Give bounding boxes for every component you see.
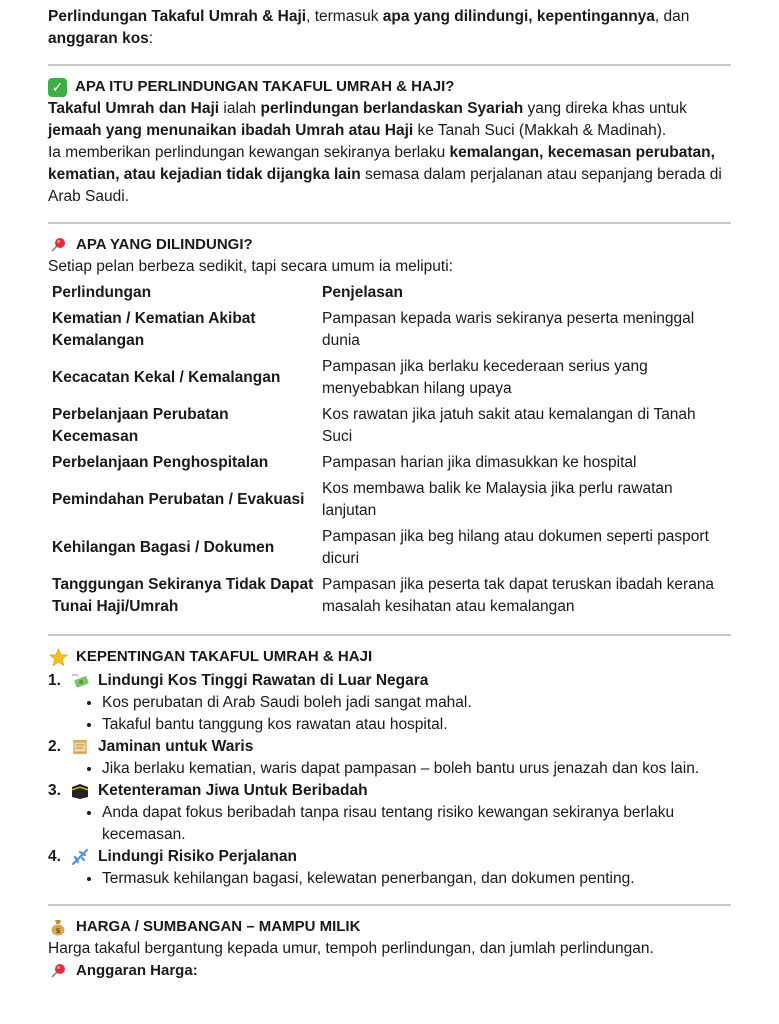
scroll-icon <box>70 737 90 757</box>
heading-text: KEPENTINGAN TAKAFUL UMRAH & HAJI <box>76 648 373 665</box>
text: ialah <box>219 100 261 117</box>
table-cell: Perbelanjaan Penghospitalan <box>52 454 269 471</box>
star-icon <box>48 647 68 667</box>
bold-text: perlindungan berlandaskan Syariah <box>260 100 524 117</box>
table-cell: Pampasan jika peserta tak dapat teruskan ibadah kerana masalah kesihatan atau kemalangan <box>322 576 715 615</box>
table-cell: Kos rawatan jika jatuh sakit atau kemalangan di Tanah Suci <box>322 406 696 445</box>
pushpin-icon <box>48 235 68 255</box>
airplane-icon <box>70 847 90 867</box>
table-cell: Kehilangan Bagasi / Dokumen <box>52 539 275 556</box>
table-row <box>48 354 731 402</box>
table-row <box>48 572 731 620</box>
divider <box>48 64 731 66</box>
money-with-wings-icon <box>70 671 90 691</box>
heading-text: APA ITU PERLINDUNGAN TAKAFUL UMRAH & HAJI? <box>75 78 455 95</box>
list-number: 2. <box>48 738 61 755</box>
divider <box>48 904 731 906</box>
list-number: 1. <box>48 672 61 689</box>
list-number: 4. <box>48 848 61 865</box>
subheading-price-estimate <box>48 960 731 982</box>
heading-text: HARGA / SUMBANGAN – MAMPU MILIK <box>76 918 361 935</box>
divider <box>48 634 731 636</box>
table-cell: Perbelanjaan Perubatan Kecemasan <box>52 406 229 445</box>
table-row <box>48 450 731 476</box>
pushpin-icon <box>48 961 68 981</box>
bullet-item: • Kos perubatan di Arab Saudi boleh jadi sangat mahal. <box>102 692 731 714</box>
table-row <box>48 402 731 450</box>
bullet-item: • Anda dapat fokus beribadah tanpa risau tentang risiko kewangan sekiranya berlaku kecemasan. <box>102 802 731 846</box>
heading-coverage <box>48 234 731 256</box>
column-header: Penjelasan <box>322 284 403 301</box>
column-header: Perlindungan <box>52 284 152 301</box>
table-row <box>48 476 731 524</box>
divider <box>48 222 731 224</box>
what-is-paragraph <box>48 98 731 208</box>
bullet-item: • Jika berlaku kematian, waris dapat pampasan – boleh bantu urus jenazah dan kos lain. <box>102 758 731 780</box>
table-cell: Kos membawa balik ke Malaysia jika perlu rawatan lanjutan <box>322 480 673 519</box>
text: Ia memberikan perlindungan kewangan sekiranya berlaku <box>48 144 450 161</box>
intro-bold-title: Perlindungan Takaful Umrah & Haji <box>48 8 307 25</box>
list-item <box>48 736 731 780</box>
list-item <box>48 670 731 736</box>
list-item-title: Ketenteraman Jiwa Untuk Beribadah <box>98 782 368 799</box>
table-cell: Tanggungan Sekiranya Tidak Dapat Tunai Haji/Umrah <box>52 576 314 615</box>
svg-text:$: $ <box>55 927 61 935</box>
intro-text: , dan <box>654 8 690 25</box>
heading-price <box>48 916 731 938</box>
bullet-item: • Termasuk kehilangan bagasi, kelewatan penerbangan, dan dokumen penting. <box>102 868 731 890</box>
kaaba-icon <box>70 781 90 801</box>
list-number: 3. <box>48 782 61 799</box>
table-header-row <box>48 280 731 306</box>
bullet-item: • Takaful bantu tanggung kos rawatan atau hospital. <box>102 714 731 736</box>
intro-paragraph <box>48 6 731 50</box>
text: semasa dalam perjalanan atau sepanjang berada di Arab Saudi. <box>48 166 722 205</box>
intro-text: , termasuk <box>306 8 383 25</box>
coverage-intro: Setiap pelan berbeza sedikit, tapi secara umum ia meliputi: <box>48 258 453 275</box>
table-cell: Pampasan harian jika dimasukkan ke hospital <box>322 454 637 471</box>
coverage-table <box>48 280 731 620</box>
heading-importance <box>48 646 731 668</box>
check-mark-icon: ✓ <box>48 78 67 97</box>
bold-text: Takaful Umrah dan Haji <box>48 100 220 117</box>
intro-bold-what: apa yang dilindungi, kepentingannya <box>382 8 655 25</box>
table-row <box>48 306 731 354</box>
bold-text: kemalangan, kecemasan perubatan, kematian, atau kejadian tidak dijangka lain <box>48 144 715 183</box>
table-cell: Kematian / Kematian Akibat Kemalangan <box>52 310 256 349</box>
list-item-title: Lindungi Kos Tinggi Rawatan di Luar Negara <box>98 672 429 689</box>
price-paragraph: Harga takaful bergantung kepada umur, tempoh perlindungan, dan jumlah perlindungan. <box>48 940 654 957</box>
heading-what-is <box>48 76 731 98</box>
money-bag-icon <box>48 917 68 937</box>
intro-bold-cost: anggaran kos <box>48 30 149 47</box>
importance-list <box>48 670 731 890</box>
list-item-title: Lindungi Risiko Perjalanan <box>98 848 297 865</box>
list-item-title: Jaminan untuk Waris <box>98 738 254 755</box>
heading-text: Anggaran Harga: <box>76 962 198 979</box>
table-cell: Pemindahan Perubatan / Evakuasi <box>52 491 305 508</box>
list-item <box>48 846 731 890</box>
text: yang direka khas untuk <box>523 100 687 117</box>
table-row <box>48 524 731 572</box>
intro-text: : <box>148 30 154 47</box>
table-cell: Pampasan jika berlaku kecederaan serius yang menyebabkan hilang upaya <box>322 358 648 397</box>
heading-text: APA YANG DILINDUNGI? <box>76 236 253 253</box>
table-cell: Pampasan jika beg hilang atau dokumen seperti pasport dicuri <box>322 528 709 567</box>
text: ke Tanah Suci (Makkah & Madinah). <box>413 122 667 139</box>
table-cell: Pampasan kepada waris sekiranya peserta meninggal dunia <box>322 310 695 349</box>
bold-text: jemaah yang menunaikan ibadah Umrah atau Haji <box>48 122 414 139</box>
list-item <box>48 780 731 846</box>
table-cell: Kecacatan Kekal / Kemalangan <box>52 369 281 386</box>
